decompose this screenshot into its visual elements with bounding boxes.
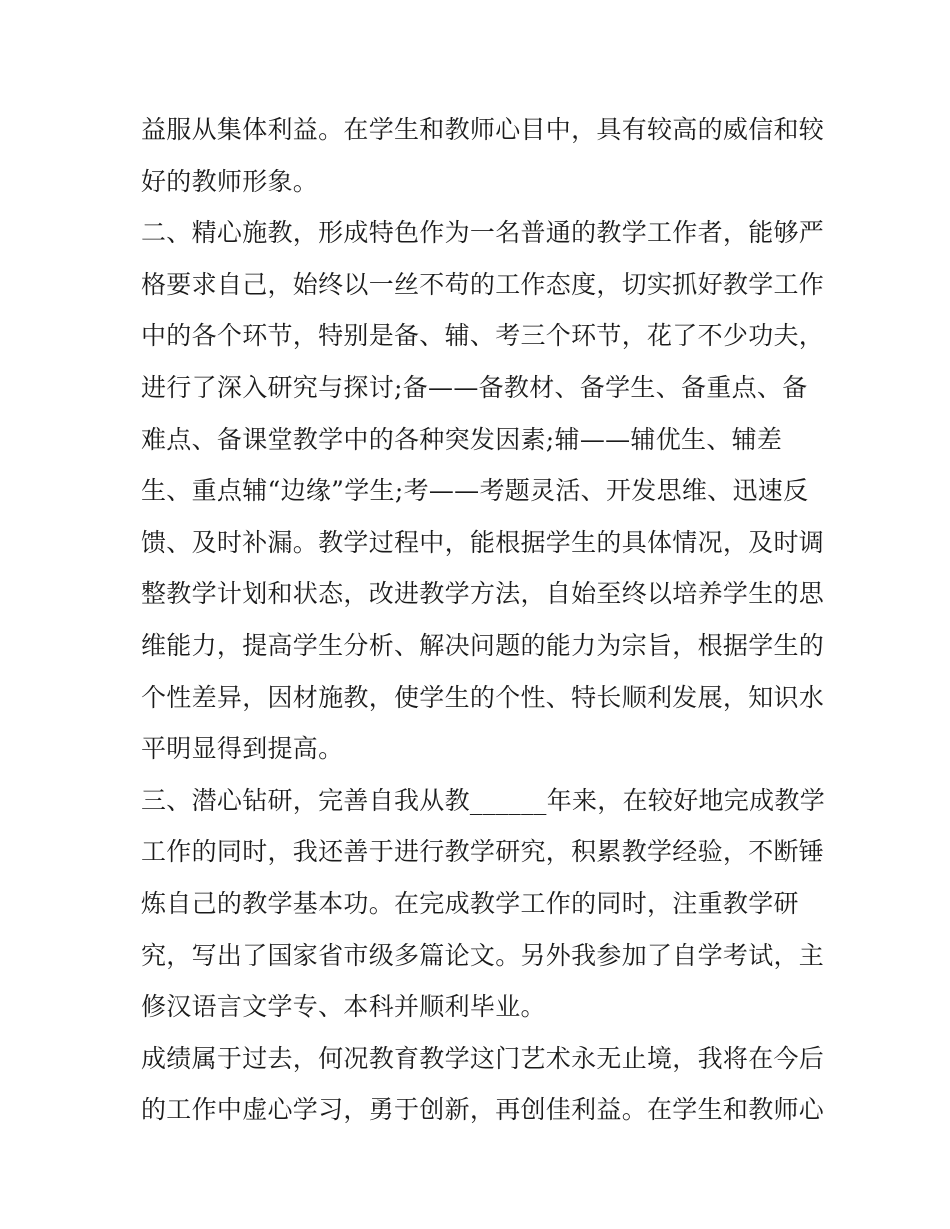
text-line: 三、潜心钻研，完善自我从教______年来，在较好地完成教学 (141, 785, 826, 815)
text-line: 益服从集体利益。在学生和教师心目中，具有较高的威信和较 (141, 115, 825, 144)
text-line: 生、重点辅“边缘”学生;考——考题灵活、开发思维、迅速反 (141, 476, 809, 506)
text-line: 馈、及时补漏。教学过程中，能根据学生的具体情况，及时调 (141, 527, 825, 557)
text-line: 二、精心施教，形成特色作为一名普通的教学工作者，能够严 (141, 218, 825, 248)
text-line: 中的各个环节，特别是备、辅、考三个环节，花了不少功夫， (141, 321, 825, 351)
text-line: 炼自己的教学基本功。在完成教学工作的同时，注重教学研 (141, 888, 799, 918)
text-line: 整教学计划和状态，改进教学方法，自始至终以培养学生的思 (141, 579, 825, 609)
text-line: 格要求自己，始终以一丝不苟的工作态度，切实抓好教学工作 (141, 269, 825, 299)
text-line: 修汉语言文学专、本科并顺利毕业。 (141, 992, 546, 1022)
text-line: 究，写出了国家省市级多篇论文。另外我参加了自学考试，主 (141, 940, 825, 970)
text-line: 的工作中虚心学习，勇于创新，再创佳利益。在学生和教师心 (141, 1095, 825, 1125)
text-line: 工作的同时，我还善于进行教学研究，积累教学经验，不断锤 (141, 837, 825, 867)
text-line: 平明显得到提高。 (141, 734, 344, 764)
document-body (141, 104, 826, 1136)
text-line: 进行了深入研究与探讨;备——备教材、备学生、备重点、备 (141, 372, 808, 402)
text-line: 成绩属于过去，何况教育教学这门艺术永无止境，我将在今后 (141, 1043, 825, 1073)
text-line: 维能力，提高学生分析、解决问题的能力为宗旨，根据学生的 (141, 630, 825, 660)
text-line: 个性差异，因材施教，使学生的个性、特长顺利发展，知识水 (141, 682, 825, 712)
text-line: 好的教师形象。 (141, 166, 319, 196)
text-line: 难点、备课堂教学中的各种突发因素;辅——辅优生、辅差 (141, 424, 783, 454)
